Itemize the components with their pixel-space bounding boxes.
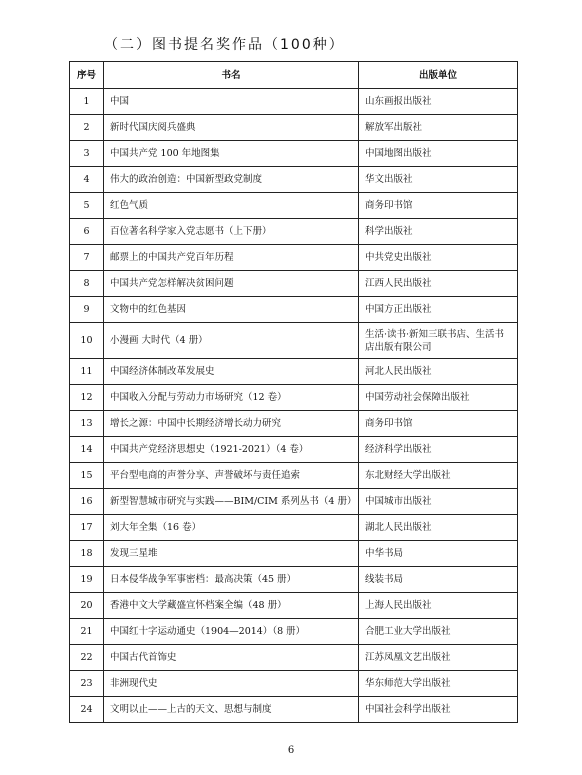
- row-number: 8: [70, 271, 104, 297]
- book-title: 中国收入分配与劳动力市场研究（12 卷）: [104, 385, 359, 411]
- publisher-name: 东北财经大学出版社: [359, 463, 518, 489]
- book-title: 中国: [104, 89, 359, 115]
- table-row: [70, 385, 518, 411]
- publisher-name: 江西人民出版社: [359, 271, 518, 297]
- book-title: 文物中的红色基因: [104, 297, 359, 323]
- row-number: 12: [70, 385, 104, 411]
- table-row: [70, 437, 518, 463]
- book-title: 发现三星堆: [104, 541, 359, 567]
- book-title: 邮票上的中国共产党百年历程: [104, 245, 359, 271]
- row-number: 9: [70, 297, 104, 323]
- book-title: 刘大年全集（16 卷）: [104, 515, 359, 541]
- column-header-title: 书名: [104, 62, 359, 89]
- table-row: [70, 271, 518, 297]
- publisher-name: 中国劳动社会保障出版社: [359, 385, 518, 411]
- table-row: [70, 297, 518, 323]
- publisher-name: 山东画报出版社: [359, 89, 518, 115]
- publisher-name: 商务印书馆: [359, 193, 518, 219]
- book-title: 香港中文大学藏盛宣怀档案全编（48 册）: [104, 593, 359, 619]
- table-row: [70, 89, 518, 115]
- row-number: 3: [70, 141, 104, 167]
- book-title: 文明以止——上古的天文、思想与制度: [104, 697, 359, 723]
- publisher-name: 中国方正出版社: [359, 297, 518, 323]
- table-row: [70, 541, 518, 567]
- row-number: 14: [70, 437, 104, 463]
- publisher-name: 上海人民出版社: [359, 593, 518, 619]
- row-number: 2: [70, 115, 104, 141]
- row-number: 7: [70, 245, 104, 271]
- book-title: 平台型电商的声誉分享、声誉破坏与责任追索: [104, 463, 359, 489]
- publisher-name: 中华书局: [359, 541, 518, 567]
- table-row: [70, 219, 518, 245]
- publisher-name: 中国地图出版社: [359, 141, 518, 167]
- nomination-table: [69, 61, 518, 723]
- table-row: [70, 593, 518, 619]
- row-number: 1: [70, 89, 104, 115]
- row-number: 5: [70, 193, 104, 219]
- row-number: 13: [70, 411, 104, 437]
- publisher-name: 江苏凤凰文艺出版社: [359, 645, 518, 671]
- book-title: 中国共产党经济思想史（1921-2021）（4 卷）: [104, 437, 359, 463]
- publisher-name: 湖北人民出版社: [359, 515, 518, 541]
- publisher-name: 线装书局: [359, 567, 518, 593]
- publisher-name: 生活·读书·新知三联书店、生活书店出版有限公司: [359, 323, 518, 359]
- table-row: [70, 567, 518, 593]
- book-title: 中国古代首饰史: [104, 645, 359, 671]
- book-title: 中国共产党 100 年地图集: [104, 141, 359, 167]
- row-number: 17: [70, 515, 104, 541]
- book-title: 百位著名科学家入党志愿书（上下册）: [104, 219, 359, 245]
- publisher-name: 中国城市出版社: [359, 489, 518, 515]
- table-row: [70, 515, 518, 541]
- row-number: 19: [70, 567, 104, 593]
- table-row: [70, 141, 518, 167]
- column-header-publisher: 出版单位: [359, 62, 518, 89]
- book-title: 小漫画 大时代（4 册）: [104, 323, 359, 359]
- table-row: [70, 193, 518, 219]
- publisher-name: 中国社会科学出版社: [359, 697, 518, 723]
- book-title: 中国红十字运动通史（1904—2014）（8 册）: [104, 619, 359, 645]
- book-title: 中国经济体制改革发展史: [104, 359, 359, 385]
- row-number: 15: [70, 463, 104, 489]
- section-heading: （二）图书提名奖作品（100种）: [104, 37, 345, 53]
- table-row: [70, 359, 518, 385]
- row-number: 11: [70, 359, 104, 385]
- book-title: 非洲现代史: [104, 671, 359, 697]
- table-header-row: [70, 62, 518, 89]
- book-title: 新时代国庆阅兵盛典: [104, 115, 359, 141]
- table-row: [70, 245, 518, 271]
- table-row: [70, 167, 518, 193]
- publisher-name: 华文出版社: [359, 167, 518, 193]
- publisher-name: 合肥工业大学出版社: [359, 619, 518, 645]
- table-row: [70, 697, 518, 723]
- book-title: 日本侵华战争军事密档：最高决策（45 册）: [104, 567, 359, 593]
- publisher-name: 经济科学出版社: [359, 437, 518, 463]
- row-number: 6: [70, 219, 104, 245]
- book-title: 中国共产党怎样解决贫困问题: [104, 271, 359, 297]
- table-row: [70, 411, 518, 437]
- publisher-name: 科学出版社: [359, 219, 518, 245]
- row-number: 24: [70, 697, 104, 723]
- book-title: 红色气质: [104, 193, 359, 219]
- table-row: [70, 619, 518, 645]
- table-row: [70, 645, 518, 671]
- table-row: [70, 115, 518, 141]
- row-number: 22: [70, 645, 104, 671]
- row-number: 20: [70, 593, 104, 619]
- table-row: [70, 671, 518, 697]
- book-title: 新型智慧城市研究与实践——BIM/CIM 系列丛书（4 册）: [104, 489, 359, 515]
- column-header-number: 序号: [70, 62, 104, 89]
- table-body: [70, 89, 518, 723]
- publisher-name: 中共党史出版社: [359, 245, 518, 271]
- table-row: [70, 489, 518, 515]
- row-number: 10: [70, 323, 104, 359]
- publisher-name: 商务印书馆: [359, 411, 518, 437]
- table-row: [70, 323, 518, 359]
- row-number: 18: [70, 541, 104, 567]
- book-title: 伟大的政治创造：中国新型政党制度: [104, 167, 359, 193]
- page-number: 6: [287, 745, 295, 756]
- publisher-name: 华东师范大学出版社: [359, 671, 518, 697]
- table-row: [70, 463, 518, 489]
- row-number: 23: [70, 671, 104, 697]
- publisher-name: 河北人民出版社: [359, 359, 518, 385]
- book-title: 增长之源：中国中长期经济增长动力研究: [104, 411, 359, 437]
- row-number: 16: [70, 489, 104, 515]
- row-number: 4: [70, 167, 104, 193]
- publisher-name: 解放军出版社: [359, 115, 518, 141]
- row-number: 21: [70, 619, 104, 645]
